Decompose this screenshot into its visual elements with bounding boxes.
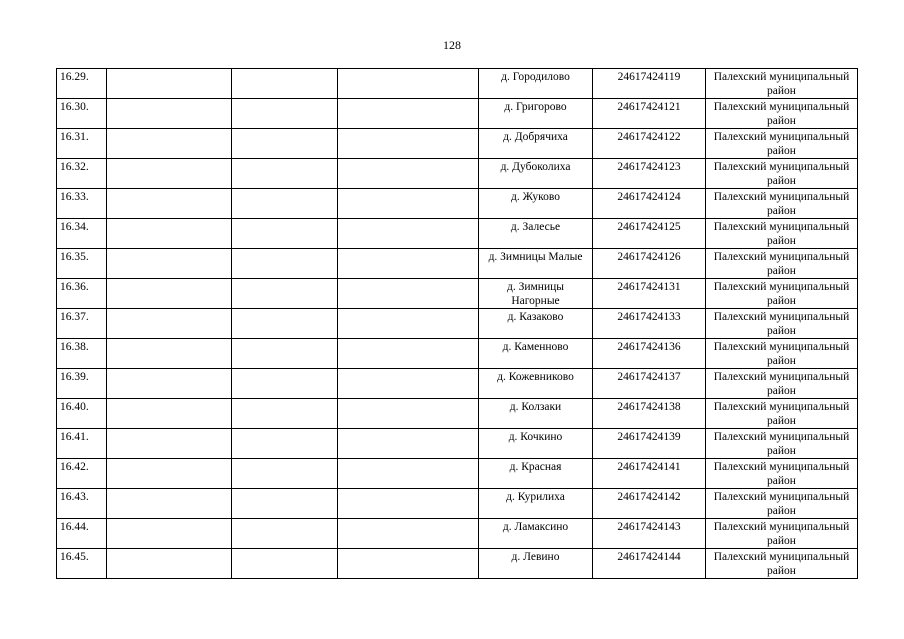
empty-cell — [338, 159, 479, 189]
empty-cell — [338, 369, 479, 399]
empty-cell — [338, 279, 479, 309]
oktmo-code: 24617424126 — [593, 249, 706, 279]
empty-cell — [232, 429, 338, 459]
empty-cell — [338, 519, 479, 549]
table-row — [57, 129, 858, 159]
empty-cell — [232, 369, 338, 399]
oktmo-code: 24617424141 — [593, 459, 706, 489]
empty-cell — [107, 159, 232, 189]
district-name: Палехский муниципальный район — [706, 549, 858, 579]
table-row — [57, 99, 858, 129]
row-number: 16.43. — [57, 489, 107, 519]
district-name: Палехский муниципальный район — [706, 519, 858, 549]
settlement-name: д. Зимницы Малые — [479, 249, 593, 279]
table-row — [57, 339, 858, 369]
empty-cell — [232, 69, 338, 99]
district-name: Палехский муниципальный район — [706, 249, 858, 279]
district-name: Палехский муниципальный район — [706, 129, 858, 159]
empty-cell — [107, 429, 232, 459]
empty-cell — [107, 549, 232, 579]
row-number: 16.31. — [57, 129, 107, 159]
oktmo-code: 24617424138 — [593, 399, 706, 429]
settlement-name: д. Кочкино — [479, 429, 593, 459]
empty-cell — [107, 519, 232, 549]
empty-cell — [232, 309, 338, 339]
oktmo-code: 24617424124 — [593, 189, 706, 219]
row-number: 16.35. — [57, 249, 107, 279]
empty-cell — [338, 219, 479, 249]
empty-cell — [338, 129, 479, 159]
row-number: 16.37. — [57, 309, 107, 339]
table-row — [57, 519, 858, 549]
table-row — [57, 459, 858, 489]
settlement-name: д. Дубоколиха — [479, 159, 593, 189]
empty-cell — [338, 489, 479, 519]
empty-cell — [338, 69, 479, 99]
table-row — [57, 279, 858, 309]
empty-cell — [232, 99, 338, 129]
oktmo-code: 24617424137 — [593, 369, 706, 399]
settlement-name: д. Добрячиха — [479, 129, 593, 159]
settlement-name: д. Курилиха — [479, 489, 593, 519]
empty-cell — [338, 429, 479, 459]
table-row — [57, 219, 858, 249]
settlement-name: д. Колзаки — [479, 399, 593, 429]
empty-cell — [107, 219, 232, 249]
empty-cell — [338, 549, 479, 579]
district-name: Палехский муниципальный район — [706, 459, 858, 489]
empty-cell — [107, 69, 232, 99]
district-name: Палехский муниципальный район — [706, 489, 858, 519]
oktmo-code: 24617424133 — [593, 309, 706, 339]
empty-cell — [232, 549, 338, 579]
settlement-name: д. Кожевниково — [479, 369, 593, 399]
empty-cell — [338, 459, 479, 489]
row-number: 16.39. — [57, 369, 107, 399]
settlement-name: д. Ламаксино — [479, 519, 593, 549]
empty-cell — [232, 459, 338, 489]
oktmo-code: 24617424142 — [593, 489, 706, 519]
settlement-name: д. Жуково — [479, 189, 593, 219]
empty-cell — [232, 339, 338, 369]
district-name: Палехский муниципальный район — [706, 339, 858, 369]
district-name: Палехский муниципальный район — [706, 99, 858, 129]
settlements-table — [56, 68, 858, 579]
table-row — [57, 399, 858, 429]
district-name: Палехский муниципальный район — [706, 429, 858, 459]
empty-cell — [107, 339, 232, 369]
oktmo-code: 24617424139 — [593, 429, 706, 459]
oktmo-code: 24617424122 — [593, 129, 706, 159]
district-name: Палехский муниципальный район — [706, 399, 858, 429]
settlement-name: д. Григорово — [479, 99, 593, 129]
empty-cell — [232, 129, 338, 159]
empty-cell — [232, 489, 338, 519]
table-body — [57, 69, 858, 579]
district-name: Палехский муниципальный район — [706, 189, 858, 219]
table-row — [57, 429, 858, 459]
empty-cell — [107, 189, 232, 219]
district-name: Палехский муниципальный район — [706, 279, 858, 309]
page-number: 128 — [443, 38, 461, 52]
empty-cell — [232, 399, 338, 429]
empty-cell — [232, 159, 338, 189]
settlement-name: д. Каменново — [479, 339, 593, 369]
oktmo-code: 24617424121 — [593, 99, 706, 129]
settlement-name: д. Зимницы Нагорные — [479, 279, 593, 309]
empty-cell — [338, 309, 479, 339]
district-name: Палехский муниципальный район — [706, 369, 858, 399]
empty-cell — [232, 519, 338, 549]
empty-cell — [338, 339, 479, 369]
empty-cell — [338, 189, 479, 219]
table-row — [57, 249, 858, 279]
table-row — [57, 369, 858, 399]
table-row — [57, 549, 858, 579]
row-number: 16.42. — [57, 459, 107, 489]
table-row — [57, 189, 858, 219]
oktmo-code: 24617424125 — [593, 219, 706, 249]
empty-cell — [107, 489, 232, 519]
settlement-name: д. Казаково — [479, 309, 593, 339]
empty-cell — [232, 189, 338, 219]
oktmo-code: 24617424136 — [593, 339, 706, 369]
table-row — [57, 489, 858, 519]
empty-cell — [107, 399, 232, 429]
oktmo-code: 24617424119 — [593, 69, 706, 99]
row-number: 16.45. — [57, 549, 107, 579]
district-name: Палехский муниципальный район — [706, 219, 858, 249]
empty-cell — [107, 309, 232, 339]
empty-cell — [107, 129, 232, 159]
settlement-name: д. Левино — [479, 549, 593, 579]
row-number: 16.36. — [57, 279, 107, 309]
oktmo-code: 24617424131 — [593, 279, 706, 309]
empty-cell — [232, 279, 338, 309]
row-number: 16.41. — [57, 429, 107, 459]
settlement-name: д. Городилово — [479, 69, 593, 99]
row-number: 16.30. — [57, 99, 107, 129]
table-row — [57, 309, 858, 339]
table-row — [57, 159, 858, 189]
empty-cell — [232, 249, 338, 279]
row-number: 16.34. — [57, 219, 107, 249]
empty-cell — [338, 99, 479, 129]
row-number: 16.32. — [57, 159, 107, 189]
settlement-name: д. Залесье — [479, 219, 593, 249]
empty-cell — [338, 399, 479, 429]
empty-cell — [107, 99, 232, 129]
empty-cell — [107, 459, 232, 489]
district-name: Палехский муниципальный район — [706, 159, 858, 189]
oktmo-code: 24617424144 — [593, 549, 706, 579]
table-row — [57, 69, 858, 99]
settlement-name: д. Красная — [479, 459, 593, 489]
empty-cell — [107, 369, 232, 399]
district-name: Палехский муниципальный район — [706, 69, 858, 99]
empty-cell — [338, 249, 479, 279]
empty-cell — [107, 249, 232, 279]
row-number: 16.33. — [57, 189, 107, 219]
row-number: 16.29. — [57, 69, 107, 99]
row-number: 16.40. — [57, 399, 107, 429]
district-name: Палехский муниципальный район — [706, 309, 858, 339]
oktmo-code: 24617424123 — [593, 159, 706, 189]
oktmo-code: 24617424143 — [593, 519, 706, 549]
empty-cell — [232, 219, 338, 249]
row-number: 16.44. — [57, 519, 107, 549]
row-number: 16.38. — [57, 339, 107, 369]
empty-cell — [107, 279, 232, 309]
